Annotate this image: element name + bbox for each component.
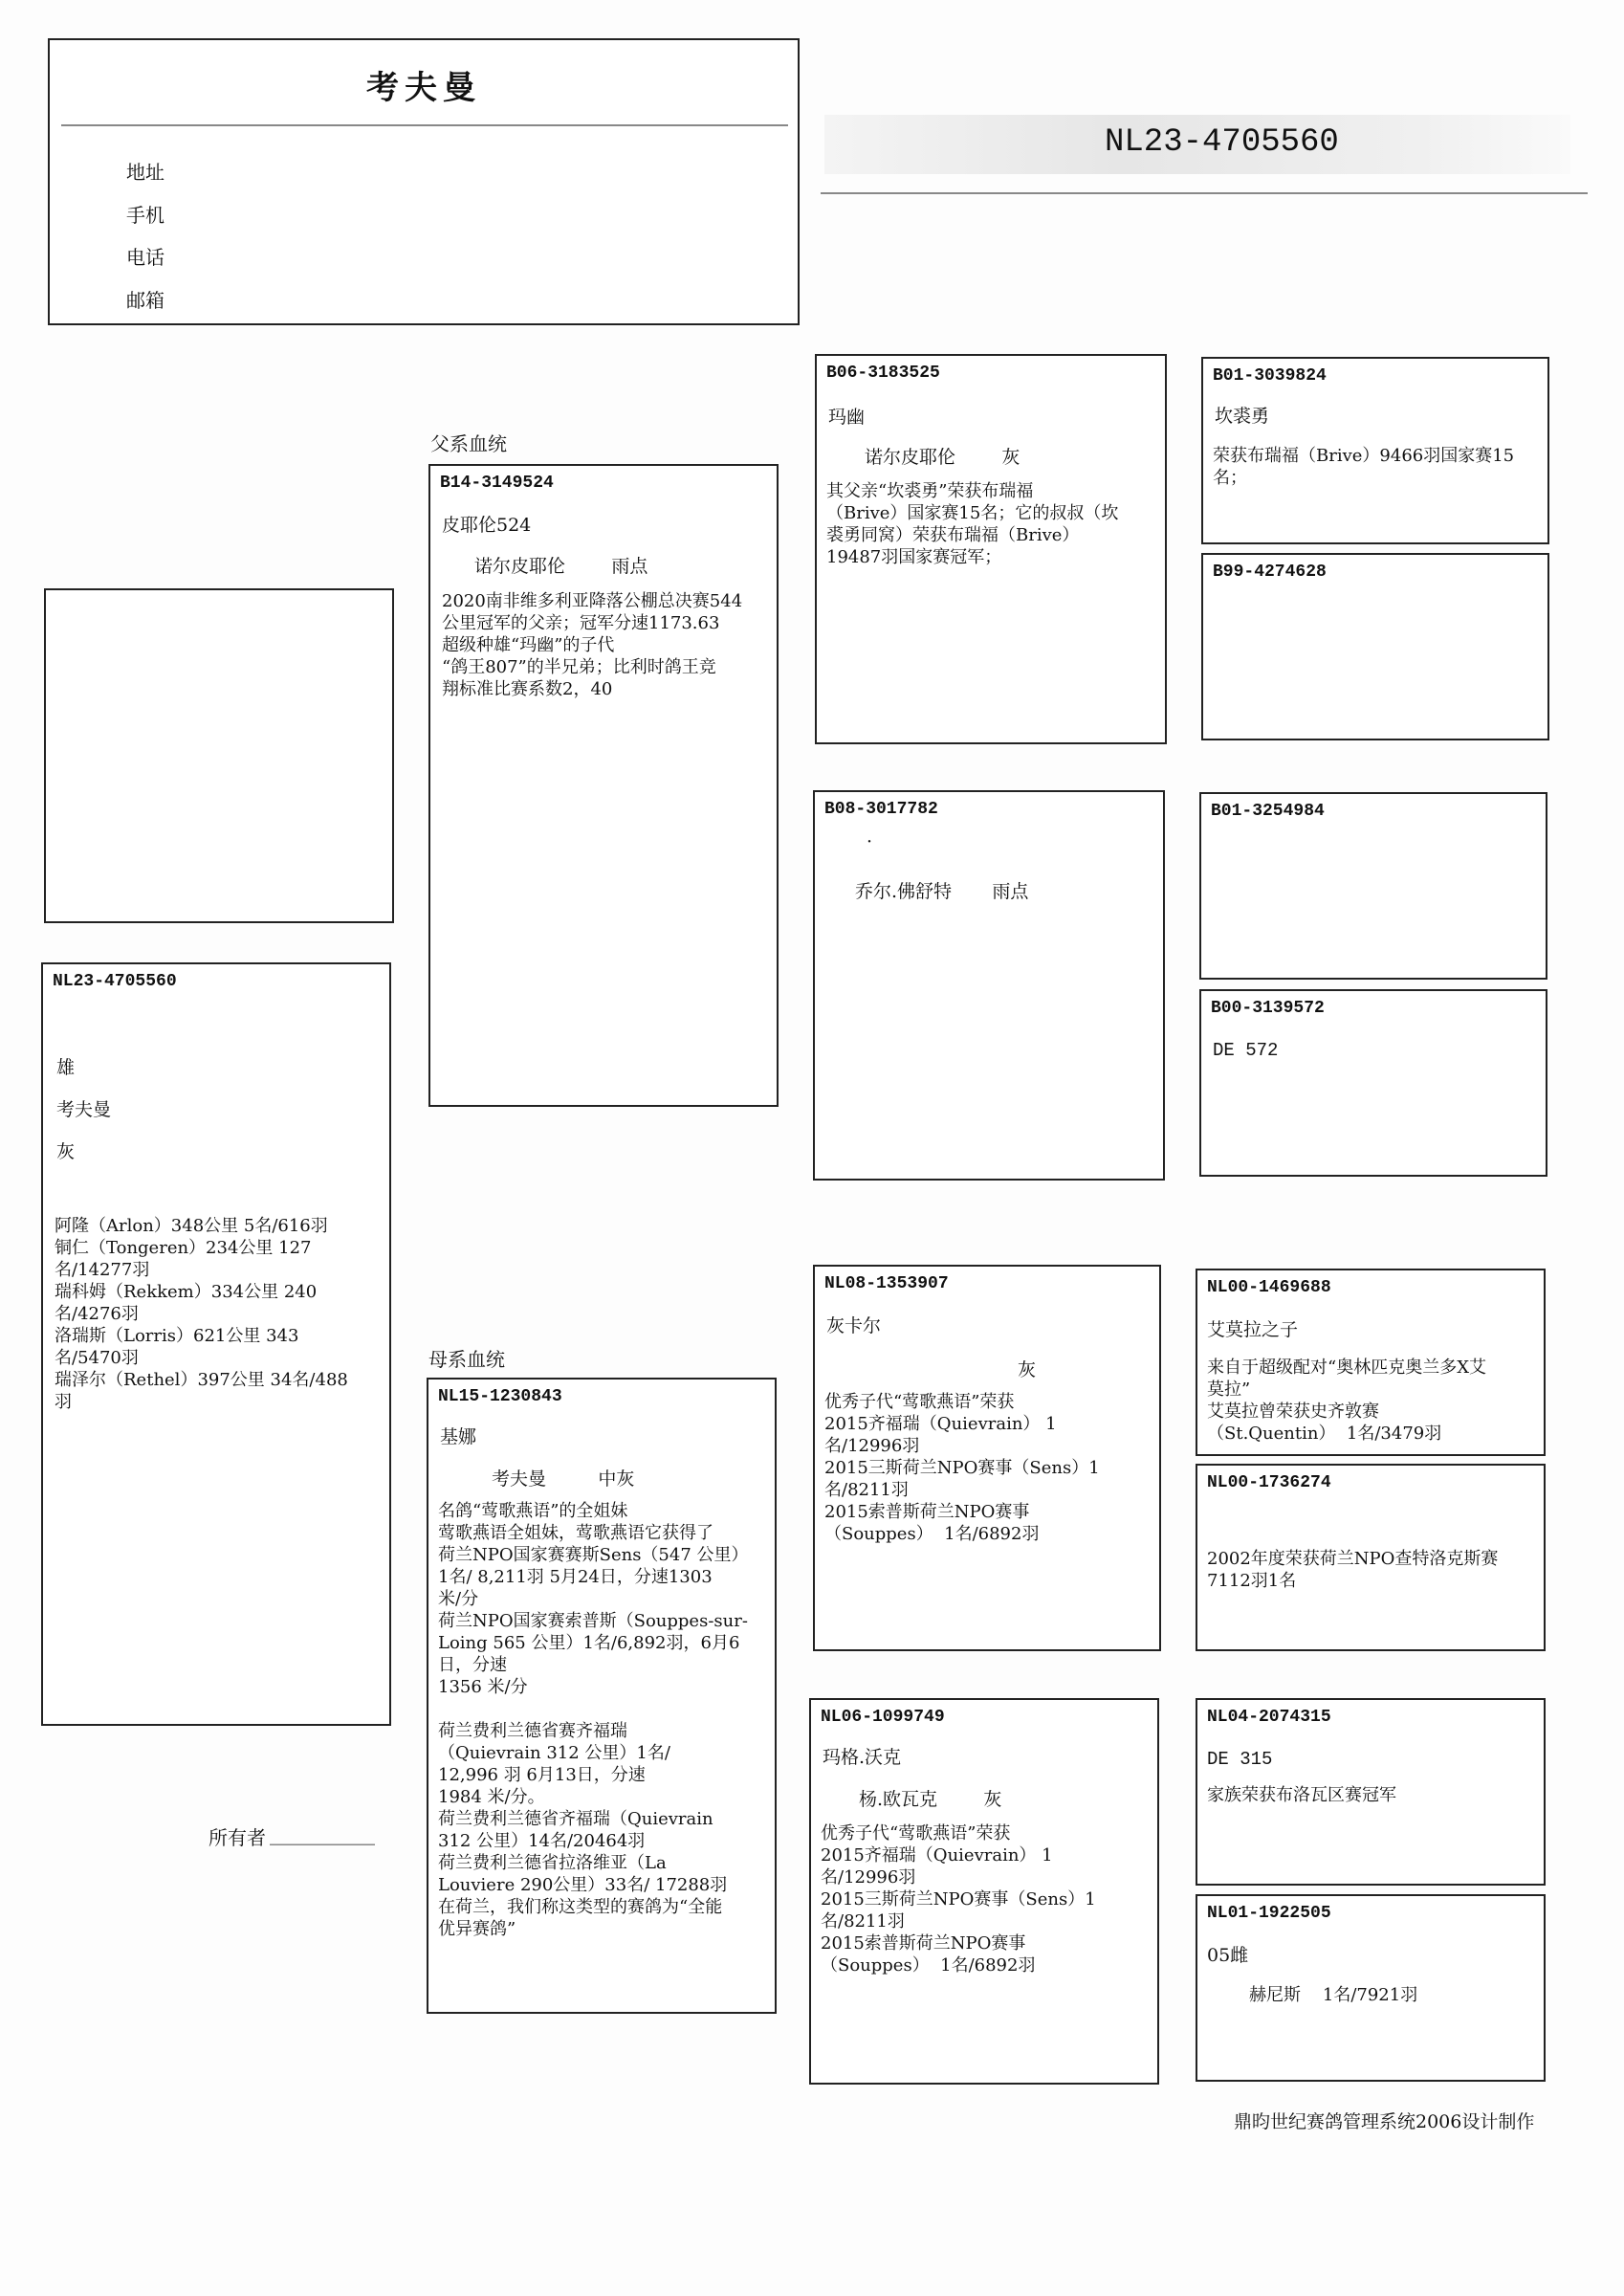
- sss-ring: B01-3039824: [1213, 366, 1327, 386]
- sire-sire-notes: 其父亲“坎裘勇”荣获布瑞福 （Brive）国家赛15名；它的叔叔（坎 裘勇同窝）荣获布瑞福（Brive） 19487羽国家赛冠军；: [826, 481, 1119, 567]
- sdd-box: [1199, 989, 1547, 1177]
- dss-name: 艾莫拉之子: [1207, 1319, 1299, 1340]
- dam-dam-name: 玛格.沃克: [823, 1747, 902, 1768]
- header-ring-underline: [821, 192, 1588, 194]
- sire-dam-dot: ·: [867, 831, 873, 852]
- subject-ring: NL23-4705560: [53, 972, 177, 991]
- sire-dam-ring: B08-3017782: [824, 800, 938, 819]
- sss-notes: 荣获布瑞福（Brive）9466羽国家赛15 名；: [1213, 446, 1515, 488]
- dam-dam-ring: NL06-1099749: [821, 1708, 945, 1727]
- sdd-name: DE 572: [1213, 1040, 1279, 1061]
- sire-dam-breeder-color: 乔尔.佛舒特 雨点: [855, 881, 1029, 902]
- dam-dam-breeder-color: 杨.欧瓦克 灰: [859, 1789, 1002, 1810]
- subject-box: [41, 962, 391, 1726]
- contact-email-label: 邮箱: [126, 289, 165, 312]
- ssd-box: [1201, 553, 1549, 740]
- dam-dam-box: [809, 1698, 1159, 2085]
- dsd-notes: 2002年度荣获荷兰NPO查特洛克斯赛 7112羽1名: [1207, 1549, 1499, 1591]
- sdd-ring: B00-3139572: [1211, 999, 1325, 1018]
- dam-ring: NL15-1230843: [438, 1387, 562, 1406]
- dss-notes: 来自于超级配对“奥林匹克奥兰多X艾 莫拉” 艾莫拉曾荣获史齐敦赛 （St.Quentin） 1名/3479羽: [1207, 1358, 1487, 1444]
- subject-name: 考夫曼: [56, 1099, 112, 1120]
- sire-sire-box: [815, 354, 1167, 744]
- sire-line-label: 父系血统: [430, 432, 507, 455]
- ssd-ring: B99-4274628: [1213, 563, 1327, 582]
- sds-box: [1199, 792, 1547, 980]
- header-ring-number: NL23-4705560: [1105, 124, 1339, 161]
- dam-name: 基娜: [440, 1426, 477, 1447]
- dds-ring: NL04-2074315: [1207, 1708, 1331, 1727]
- sire-sire-breeder-color: 诺尔皮耶伦 灰: [865, 447, 1020, 468]
- dds-name: DE 315: [1207, 1749, 1273, 1770]
- dam-box: [427, 1378, 777, 2014]
- dam-sire-box: [813, 1265, 1161, 1651]
- sds-ring: B01-3254984: [1211, 802, 1325, 821]
- subject-results: 阿隆（Arlon）348公里 5名/616羽 铜仁（Tongeren）234公里 127 名/14277羽 瑞科姆（Rekkem）334公里 240 名/4276羽 洛瑞斯（Lorris）621公里 343 名/5470羽 瑞泽尔（Rethel）397公里 34名/488 羽: [55, 1216, 348, 1412]
- header-divider: [61, 124, 788, 126]
- dss-box: [1196, 1269, 1546, 1456]
- sss-box: [1201, 357, 1549, 544]
- dam-breeder-color: 考夫曼 中灰: [492, 1468, 635, 1490]
- ddd-box: [1196, 1894, 1546, 2082]
- sire-dam-box: [813, 790, 1165, 1181]
- dsd-box: [1196, 1464, 1546, 1651]
- sire-ring: B14-3149524: [440, 474, 554, 493]
- dam-line-label: 母系血统: [428, 1348, 505, 1371]
- owner-blank-line: ___________: [270, 1822, 375, 1845]
- sire-box: [428, 464, 779, 1107]
- sire-sire-ring: B06-3183525: [826, 364, 940, 383]
- ddd-notes: 赫尼斯 1名/7921羽: [1249, 1985, 1418, 2005]
- dam-sire-name: 灰卡尔: [826, 1315, 882, 1336]
- contact-phone-label: 电话: [126, 246, 165, 269]
- dam-notes: 名鸽“莺歌燕语”的全姐妹 莺歌燕语全姐妹，莺歌燕语它获得了 荷兰NPO国家赛赛斯Sens（547 公里） 1名/ 8,211羽 5月24日，分速1303 米/分 荷兰NPO国家赛索普斯（Souppes-sur- Loing 565 公里）1名/6,892羽，6月6 日，分速 1356 米/分 荷兰费利兰德省赛齐福瑞 （Quievrain 312 公里）1名/ 12,996 羽 6月13日，分速 1984 米/分。 荷兰费利兰德省齐福瑞（Quievrain 312 公里）14名/20464羽 荷兰费利兰德省拉洛维亚（La Louviere 290公里）33名/ 17288羽 在荷兰，我们称这类型的赛鸽为“全能 优异赛鸽”: [438, 1501, 749, 1939]
- dam-sire-ring: NL08-1353907: [824, 1274, 949, 1293]
- dds-notes: 家族荣获布洛瓦区赛冠军: [1207, 1785, 1396, 1805]
- sire-sire-name: 玛幽: [828, 407, 866, 428]
- owner-name: 考夫曼: [366, 69, 481, 107]
- owner-label: 所有者: [208, 1826, 266, 1849]
- sss-name: 坎裘勇: [1215, 406, 1270, 427]
- dds-box: [1196, 1698, 1546, 1886]
- sire-notes: 2020南非维多利亚降落公棚总决赛544 公里冠军的父亲；冠军分速1173.63 超级种雄“玛幽”的子代 “鸽王807”的半兄弟；比利时鸽王竞 翔标准比赛系数2，40: [442, 591, 743, 699]
- footer-credit: 鼎昀世纪赛鸽管理系统2006设计制作: [1234, 2111, 1535, 2132]
- dam-sire-color: 灰: [1018, 1359, 1037, 1380]
- sire-name: 皮耶伦524: [442, 515, 532, 536]
- dam-sire-notes: 优秀子代“莺歌燕语”荣获 2015齐福瑞（Quievrain） 1 名/12996羽 2015三斯荷兰NPO赛事（Sens）1 名/8211羽 2015索普斯荷兰NPO赛事 （Souppes） 1名/6892羽: [824, 1392, 1100, 1544]
- subject-sex: 雄: [56, 1057, 76, 1078]
- dss-ring: NL00-1469688: [1207, 1278, 1331, 1297]
- ddd-ring: NL01-1922505: [1207, 1904, 1331, 1923]
- dam-dam-notes: 优秀子代“莺歌燕语”荣获 2015齐福瑞（Quievrain） 1 名/12996羽 2015三斯荷兰NPO赛事（Sens）1 名/8211羽 2015索普斯荷兰NPO赛事 （Souppes） 1名/6892羽: [821, 1823, 1096, 1976]
- contact-mobile-label: 手机: [126, 204, 165, 227]
- sire-breeder-color: 诺尔皮耶伦 雨点: [474, 556, 648, 577]
- contact-address-label: 地址: [126, 161, 165, 184]
- dsd-ring: NL00-1736274: [1207, 1473, 1331, 1492]
- ddd-name: 05雌: [1207, 1945, 1249, 1966]
- owner-header-box: [48, 38, 800, 325]
- photo-placeholder: [44, 588, 394, 923]
- subject-color: 灰: [56, 1141, 76, 1162]
